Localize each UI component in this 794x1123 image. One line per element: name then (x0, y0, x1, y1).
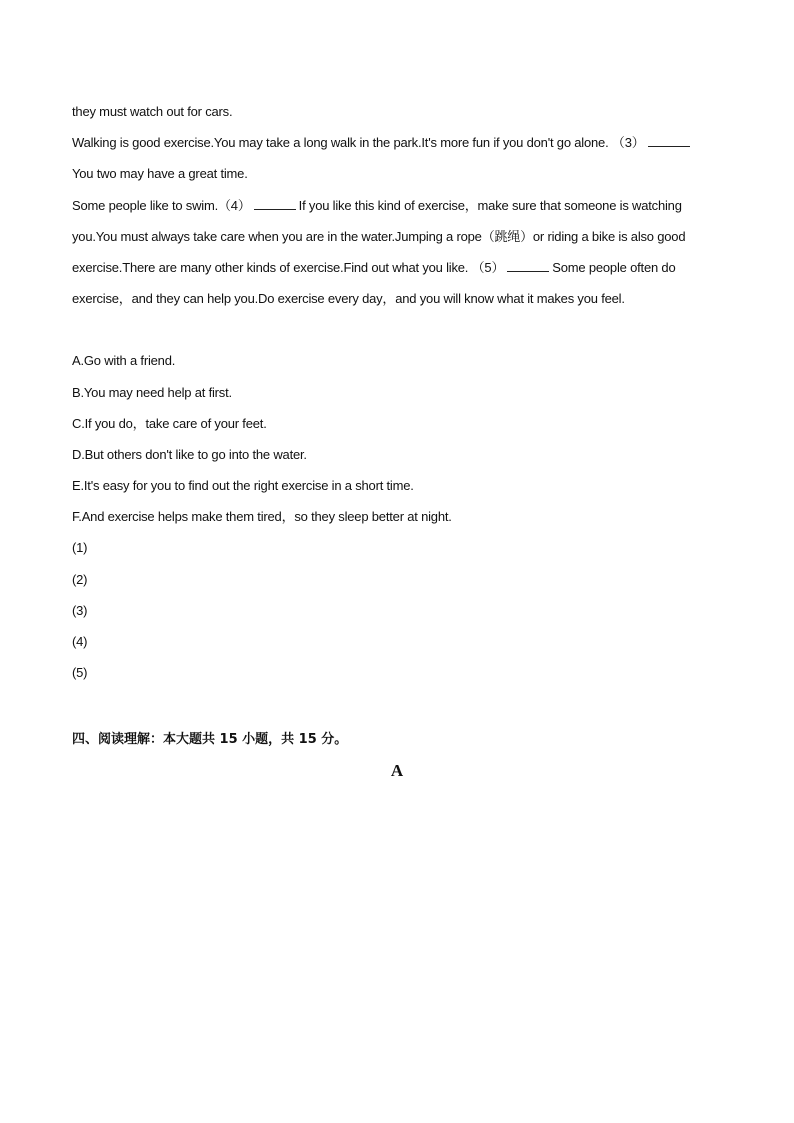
answer-blank-5[interactable] (507, 261, 549, 272)
answer-number: (2) (72, 571, 88, 587)
answer-number: (3) (72, 602, 88, 618)
passage-line (72, 195, 722, 226)
section-title: 四、阅读理解：本大题共 15 小题，共 15 分。 (72, 732, 348, 747)
passage-line: they must watch out for cars. (72, 104, 233, 119)
blank-number: （3） (611, 135, 645, 151)
answer-blank-3[interactable] (648, 136, 690, 147)
passage-line: You two may have a great time. (72, 166, 248, 182)
option-item: B.You may need help at first. (72, 384, 232, 400)
passage-text: If you like this kind of exercise，make sure that someone is watching (298, 197, 682, 213)
passage-text: Some people like to swim.（4） (72, 197, 251, 213)
passage (72, 101, 722, 693)
option-item: F.And exercise helps make them tired，so they sleep better at night. (72, 509, 452, 525)
passage-text: Walking is good exercise.You may take a long walk in the park.It's more fun if you don't go alone. (72, 135, 609, 151)
passage-line: you.You must always take care when you are in the water.Jumping a rope（跳绳）or riding a bike is also good (72, 228, 686, 244)
option-item: C.If you do，take care of your feet. (72, 415, 267, 431)
answer-number: (1) (72, 540, 88, 556)
spacer (72, 319, 722, 350)
option-item: A.Go with a friend. (72, 353, 176, 369)
passage-line (72, 257, 722, 288)
answer-blank-4[interactable] (254, 199, 296, 210)
passage-line (72, 132, 722, 163)
passage-heading: A (390, 761, 404, 780)
passage-text: Some people often do (552, 259, 676, 275)
option-item: E.It's easy for you to find out the right exercise in a short time. (72, 478, 414, 494)
passage-line: exercise，and they can help you.Do exercise every day，and you will know what it makes you feel. (72, 291, 625, 307)
answer-number: (4) (72, 634, 88, 649)
answer-number: (5) (72, 665, 88, 681)
option-item: D.But others don't like to go into the water. (72, 446, 307, 462)
passage-text: exercise.There are many other kinds of exercise.Find out what you like. （5） (72, 259, 505, 275)
